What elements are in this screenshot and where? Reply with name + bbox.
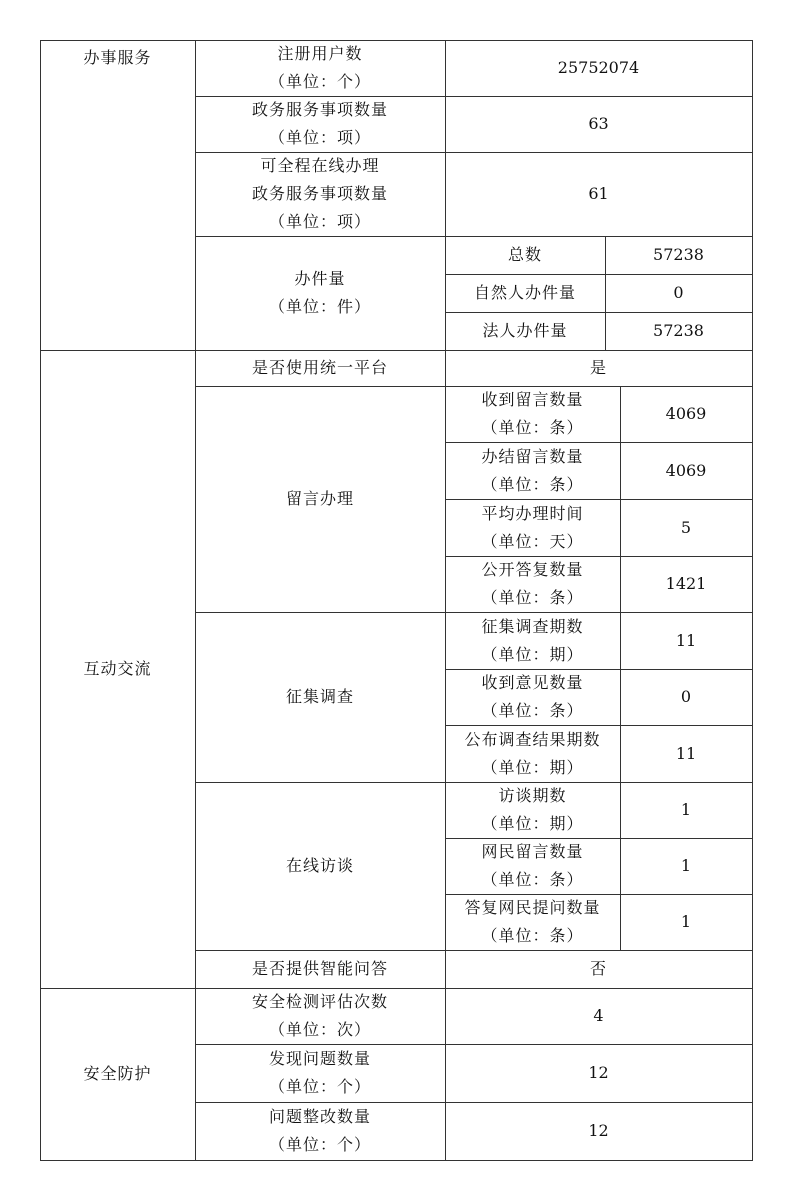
survey-label: 征集调查 bbox=[285, 687, 354, 706]
volume-natural-value: 0 bbox=[673, 283, 684, 302]
survey-periods-value: 11 bbox=[675, 630, 697, 650]
service-items-label: 政务服务事项数量 （单位：项） bbox=[251, 100, 388, 147]
survey-results-value: 11 bbox=[675, 743, 697, 763]
row-divider bbox=[445, 838, 753, 839]
security-checks-value: 4 bbox=[593, 1006, 604, 1025]
row-divider bbox=[445, 274, 753, 275]
issues-fixed-value: 12 bbox=[588, 1121, 609, 1140]
online-items-value: 61 bbox=[588, 184, 609, 203]
row-divider bbox=[445, 499, 753, 500]
row-divider bbox=[195, 236, 753, 237]
row-divider bbox=[195, 950, 753, 951]
messages-closed-value: 4069 bbox=[665, 460, 707, 480]
row-divider bbox=[195, 386, 753, 387]
column-divider bbox=[445, 40, 446, 1161]
section-interaction bbox=[40, 350, 195, 988]
issues-found-value: 12 bbox=[588, 1063, 609, 1082]
column-divider bbox=[620, 386, 621, 950]
online-items-label: 可全程在线办理 政务服务事项数量 （单位：项） bbox=[251, 156, 388, 231]
volume-legal-label: 法人办件量 bbox=[482, 321, 568, 340]
messages-closed-label: 办结留言数量 （单位：条） bbox=[481, 446, 584, 494]
table-border-top bbox=[40, 40, 753, 41]
interview-messages-label: 网民留言数量 （单位：条） bbox=[481, 842, 584, 889]
table-border-left bbox=[40, 40, 41, 1161]
section-service-label: 办事服务 bbox=[83, 48, 152, 67]
interview-answers-label: 答复网民提问数量 （单位：条） bbox=[464, 898, 601, 945]
interview-messages-value: 1 bbox=[680, 856, 692, 875]
interview-periods-value: 1 bbox=[680, 800, 692, 819]
volume-natural-label: 自然人办件量 bbox=[473, 283, 576, 302]
security-checks-label: 安全检测评估次数 （单位：次） bbox=[251, 992, 388, 1039]
volume-total-value: 57238 bbox=[653, 245, 704, 264]
column-divider bbox=[195, 40, 196, 1161]
registered-users-label: 注册用户数 （单位：个） bbox=[268, 44, 371, 91]
row-divider bbox=[195, 96, 753, 97]
smart-qa-value: 否 bbox=[589, 959, 607, 978]
row-divider bbox=[445, 556, 753, 557]
survey-opinions-value: 0 bbox=[680, 687, 692, 706]
volume-label: 办件量 （单位：件） bbox=[268, 269, 371, 316]
section-divider bbox=[40, 350, 753, 351]
row-divider bbox=[445, 312, 753, 313]
row-divider bbox=[195, 152, 753, 153]
registered-users-value: 25752074 bbox=[557, 58, 640, 77]
issues-found-label: 发现问题数量 （单位：个） bbox=[268, 1049, 371, 1096]
section-security-label: 安全防护 bbox=[83, 1064, 152, 1083]
messages-public-value: 1421 bbox=[665, 574, 707, 593]
section-service bbox=[40, 40, 195, 350]
table-border-right bbox=[752, 40, 753, 1161]
messages-avg-time-value: 5 bbox=[680, 517, 692, 537]
section-divider bbox=[40, 988, 753, 989]
messages-received-value: 4069 bbox=[665, 404, 707, 423]
row-divider bbox=[195, 612, 753, 613]
column-divider bbox=[605, 236, 606, 350]
table-border-bottom bbox=[40, 1160, 753, 1161]
messages-avg-time-label: 平均办理时间 （单位：天） bbox=[481, 503, 584, 551]
row-divider bbox=[195, 1102, 753, 1103]
interview-answers-value: 1 bbox=[680, 912, 692, 931]
messages-label: 留言办理 bbox=[285, 489, 354, 508]
smart-qa-label: 是否提供智能问答 bbox=[251, 959, 388, 978]
issues-fixed-label: 问题整改数量 （单位：个） bbox=[268, 1107, 371, 1154]
row-divider bbox=[445, 669, 753, 670]
interview-label: 在线访谈 bbox=[285, 856, 354, 875]
section-interaction-label: 互动交流 bbox=[83, 659, 152, 678]
row-divider bbox=[445, 725, 753, 726]
survey-opinions-label: 收到意见数量 （单位：条） bbox=[481, 673, 584, 720]
survey-results-label: 公布调查结果期数 （单位：期） bbox=[464, 729, 601, 777]
unified-platform-label: 是否使用统一平台 bbox=[251, 358, 388, 377]
row-divider bbox=[195, 1044, 753, 1045]
row-divider bbox=[445, 442, 753, 443]
volume-total-label: 总数 bbox=[507, 245, 542, 264]
service-items-value: 63 bbox=[588, 114, 609, 133]
interview-periods-label: 访谈期数 （单位：期） bbox=[481, 786, 584, 833]
volume-legal-value: 57238 bbox=[653, 321, 704, 340]
messages-public-label: 公开答复数量 （单位：条） bbox=[481, 560, 584, 607]
survey-periods-label: 征集调查期数 （单位：期） bbox=[481, 616, 584, 664]
unified-platform-value: 是 bbox=[589, 358, 607, 377]
section-security bbox=[40, 988, 195, 1160]
row-divider bbox=[445, 894, 753, 895]
row-divider bbox=[195, 782, 753, 783]
messages-received-label: 收到留言数量 （单位：条） bbox=[481, 390, 584, 437]
